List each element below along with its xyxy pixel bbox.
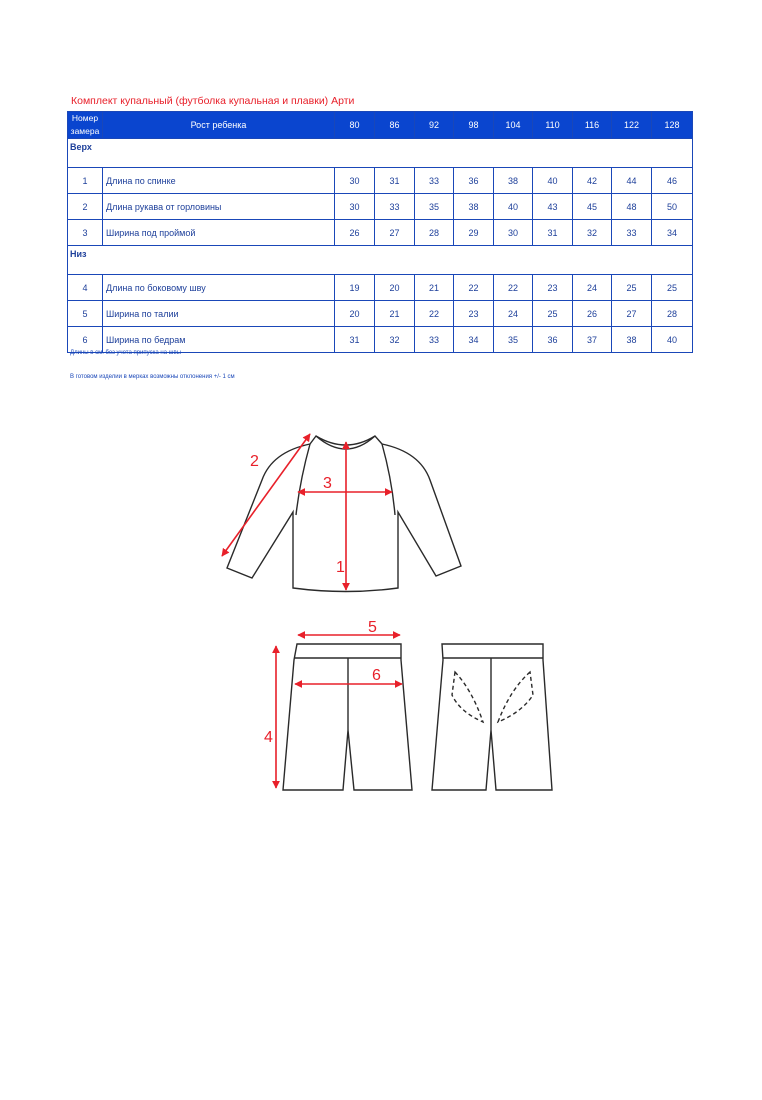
measure-name: Длина рукава от горловины — [103, 194, 335, 220]
measure-3-label: 3 — [323, 475, 332, 492]
measure-name: Ширина по талии — [103, 301, 335, 327]
header-measure-number: Номер замера — [68, 112, 103, 139]
header-size: 122 — [612, 112, 652, 139]
header-size: 98 — [454, 112, 494, 139]
units-note: Длины в см. без учета припуска на швы — [70, 350, 181, 356]
measure-value: 20 — [335, 301, 375, 327]
measure-number: 6 — [68, 327, 103, 353]
measure-value: 43 — [533, 194, 573, 220]
measure-value: 40 — [652, 327, 693, 353]
header-size: 116 — [573, 112, 612, 139]
measure-value: 23 — [454, 301, 494, 327]
measure-number: 4 — [68, 275, 103, 301]
measure-value: 25 — [612, 275, 652, 301]
measure-value: 22 — [415, 301, 454, 327]
measure-value: 32 — [573, 220, 612, 246]
measure-value: 38 — [612, 327, 652, 353]
measure-value: 27 — [612, 301, 652, 327]
measure-value: 37 — [573, 327, 612, 353]
measure-value: 21 — [375, 301, 415, 327]
header-size: 128 — [652, 112, 693, 139]
measure-value: 24 — [573, 275, 612, 301]
header-size: 86 — [375, 112, 415, 139]
measure-number: 2 — [68, 194, 103, 220]
header-size: 110 — [533, 112, 573, 139]
measure-value: 45 — [573, 194, 612, 220]
measure-name: Ширина по бедрам — [103, 327, 335, 353]
header-child-height: Рост ребенка — [103, 112, 335, 139]
measure-value: 42 — [573, 168, 612, 194]
measure-2-label: 2 — [250, 453, 259, 470]
measure-value: 33 — [415, 168, 454, 194]
measure-value: 28 — [652, 301, 693, 327]
measure-value: 19 — [335, 275, 375, 301]
measure-value: 44 — [612, 168, 652, 194]
measure-value: 28 — [415, 220, 454, 246]
measure-value: 22 — [454, 275, 494, 301]
measure-4-label: 4 — [264, 729, 273, 746]
shorts-back-drawing — [432, 644, 552, 790]
section-title: Верх — [68, 139, 693, 168]
measure-value: 26 — [335, 220, 375, 246]
section-title: Низ — [68, 246, 693, 275]
measure-value: 35 — [494, 327, 533, 353]
measure-value: 30 — [335, 194, 375, 220]
measure-value: 33 — [375, 194, 415, 220]
measure-value: 26 — [573, 301, 612, 327]
measure-value: 20 — [375, 275, 415, 301]
tolerance-note: В готовом изделии в мерках возможны отклонения +/- 1 см — [70, 374, 235, 380]
measure-value: 33 — [612, 220, 652, 246]
measure-value: 30 — [335, 168, 375, 194]
measure-value: 29 — [454, 220, 494, 246]
measure-number: 5 — [68, 301, 103, 327]
header-size: 80 — [335, 112, 375, 139]
document-title: Комплект купальный (футболка купальная и плавки) Арти — [71, 95, 355, 107]
measure-number: 1 — [68, 168, 103, 194]
measure-name: Ширина под проймой — [103, 220, 335, 246]
measure-number: 3 — [68, 220, 103, 246]
measure-value: 27 — [375, 220, 415, 246]
measure-value: 31 — [335, 327, 375, 353]
measure-name: Длина по спинке — [103, 168, 335, 194]
shorts-front-drawing — [283, 644, 412, 790]
measure-value: 25 — [652, 275, 693, 301]
measure-name: Длина по боковому шву — [103, 275, 335, 301]
measure-value: 22 — [494, 275, 533, 301]
measure-value: 33 — [415, 327, 454, 353]
measure-5-label: 5 — [368, 619, 377, 636]
measure-value: 36 — [533, 327, 573, 353]
measure-value: 35 — [415, 194, 454, 220]
measure-value: 38 — [454, 194, 494, 220]
measure-1-label: 1 — [336, 559, 345, 576]
measure-value: 48 — [612, 194, 652, 220]
measure-value: 24 — [494, 301, 533, 327]
measure-2-line — [222, 434, 310, 556]
measure-value: 25 — [533, 301, 573, 327]
measure-value: 46 — [652, 168, 693, 194]
measure-value: 30 — [494, 220, 533, 246]
measure-value: 40 — [494, 194, 533, 220]
measure-value: 50 — [652, 194, 693, 220]
measure-value: 34 — [652, 220, 693, 246]
measure-value: 23 — [533, 275, 573, 301]
measure-6-label: 6 — [372, 667, 381, 684]
measure-value: 38 — [494, 168, 533, 194]
measure-value: 21 — [415, 275, 454, 301]
measurement-lines — [222, 434, 402, 788]
measure-value: 31 — [375, 168, 415, 194]
measure-value: 36 — [454, 168, 494, 194]
header-size: 104 — [494, 112, 533, 139]
measure-value: 31 — [533, 220, 573, 246]
measure-value: 34 — [454, 327, 494, 353]
header-size: 92 — [415, 112, 454, 139]
measure-value: 40 — [533, 168, 573, 194]
measure-value: 32 — [375, 327, 415, 353]
